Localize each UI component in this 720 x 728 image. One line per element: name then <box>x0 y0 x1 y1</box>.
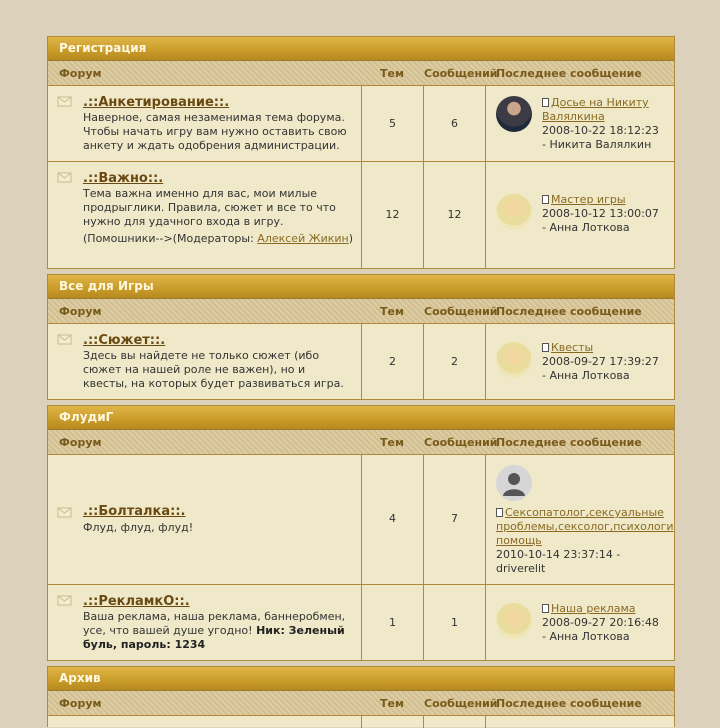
last-post-author: - Анна Лоткова <box>542 221 630 234</box>
moderators-suffix: ) <box>348 232 354 245</box>
topic-count: 2 <box>389 355 396 368</box>
header-topics: Тем <box>380 436 404 449</box>
last-post-info <box>542 193 670 235</box>
moderator-link[interactable]: Алексей Жикин <box>257 232 349 245</box>
forum-row <box>48 585 674 661</box>
avatar[interactable] <box>496 603 532 639</box>
post-count: 2 <box>451 355 458 368</box>
last-post-link[interactable]: Досье на Никиту Валялкина <box>542 96 649 123</box>
header-last-post: Последнее сообщение <box>496 697 642 710</box>
category-title[interactable]: Все для Игры <box>48 275 674 299</box>
forum-description: Тема важна именно для вас, мои милые продрыглики. Правила, сюжет и все то что нужно для удачного входа в игру. <box>83 187 336 228</box>
last-post-info <box>542 96 670 152</box>
post-count: 6 <box>451 117 458 130</box>
header-posts: Сообщений <box>424 67 498 80</box>
last-post-info <box>496 506 674 576</box>
topic-doc-icon <box>542 195 549 204</box>
category-archive <box>47 666 675 727</box>
topic-count: 1 <box>389 616 396 629</box>
topic-count: 5 <box>389 117 396 130</box>
avatar[interactable] <box>496 342 532 378</box>
forum-row <box>48 162 674 269</box>
header-last-post: Последнее сообщение <box>496 436 642 449</box>
forum-title-link[interactable]: .::Анкетирование::. <box>83 95 230 110</box>
avatar[interactable] <box>496 194 532 230</box>
last-post-author: - Никита Валялкин <box>542 138 652 151</box>
forum-row <box>48 86 674 162</box>
forum-description-text: Ваша реклама, наша реклама, баннеробмен, усе, что вашей душе угодно! <box>83 610 346 637</box>
header-forum: Форум <box>59 67 102 80</box>
topic-doc-icon <box>496 508 503 517</box>
header-topics: Тем <box>380 697 404 710</box>
post-count: 12 <box>447 208 462 221</box>
topic-doc-icon <box>542 98 549 107</box>
last-post-link[interactable]: Сексопатолог,сексуальные проблемы,сексолог,психологи помощь <box>496 506 674 547</box>
forum-row <box>48 716 674 728</box>
topic-count: 12 <box>385 208 400 221</box>
category-title[interactable]: Архив <box>48 667 674 691</box>
forum-read-icon <box>58 596 71 605</box>
last-post-link[interactable]: Квесты <box>551 341 594 354</box>
last-post-date: 2008-09-27 20:16:48 <box>542 616 659 629</box>
forum-read-icon <box>58 335 71 344</box>
category-registration <box>47 36 675 269</box>
forum-description: Флуд, флуд, флуд! <box>83 521 194 534</box>
topic-doc-icon <box>542 343 549 352</box>
forum-title-link[interactable]: .::Сюжет::. <box>83 333 166 348</box>
category-game <box>47 274 675 400</box>
last-post-link[interactable]: Наша реклама <box>551 602 636 615</box>
column-headers <box>48 691 674 716</box>
last-post-author: driverelit <box>496 562 546 575</box>
last-post-date: 2010-10-14 23:37:14 - <box>496 548 621 561</box>
last-post-date: 2008-09-27 17:39:27 <box>542 355 659 368</box>
last-post-author: - Анна Лоткова <box>542 369 630 382</box>
header-topics: Тем <box>380 305 404 318</box>
forum-row <box>48 455 674 585</box>
forum-title-link[interactable]: .::Болталка::. <box>83 504 186 519</box>
header-last-post: Последнее сообщение <box>496 305 642 318</box>
header-forum: Форум <box>59 436 102 449</box>
forum-description <box>83 610 353 652</box>
header-posts: Сообщений <box>424 436 498 449</box>
topic-doc-icon <box>542 604 549 613</box>
forum-read-icon <box>58 173 71 182</box>
header-forum: Форум <box>59 697 102 710</box>
header-posts: Сообщений <box>424 697 498 710</box>
last-post-author: - Анна Лоткова <box>542 630 630 643</box>
header-last-post: Последнее сообщение <box>496 67 642 80</box>
column-headers <box>48 430 674 455</box>
forum-description-bold: Ник: Зеленый буль, пароль: 1234 <box>83 624 345 651</box>
forum-read-icon <box>58 508 71 517</box>
header-posts: Сообщений <box>424 305 498 318</box>
forum-read-icon <box>58 97 71 106</box>
header-forum: Форум <box>59 305 102 318</box>
category-title[interactable]: Регистрация <box>48 37 674 61</box>
post-count: 7 <box>451 512 458 525</box>
forum-description: Здесь вы найдете не только сюжет (ибо сюжет на нашей роле не важен), но и квесты, на которых будет развиваться игра. <box>83 349 344 390</box>
post-count: 1 <box>451 616 458 629</box>
avatar[interactable] <box>496 96 532 132</box>
last-post-info <box>542 602 670 644</box>
last-post-info <box>542 341 670 383</box>
header-topics: Тем <box>380 67 404 80</box>
forum-title-link[interactable]: .::РекламкО::. <box>83 594 190 609</box>
category-flood <box>47 405 675 661</box>
moderators <box>83 232 353 246</box>
default-user-avatar-icon[interactable] <box>496 465 532 501</box>
category-title[interactable]: ФлудиГ <box>48 406 674 430</box>
forum-description: Наверное, самая незаменимая тема форума. Чтобы начать игру вам нужно оставить свою анкету и ждать одобрения администрации. <box>83 111 347 152</box>
last-post-date: 2008-10-12 13:00:07 <box>542 207 659 220</box>
topic-count: 4 <box>389 512 396 525</box>
last-post-date: 2008-10-22 18:12:23 <box>542 124 659 137</box>
forum-row <box>48 324 674 400</box>
forum-title-link[interactable]: .::Важно::. <box>83 171 164 186</box>
column-headers <box>48 61 674 86</box>
moderators-label: (Помошники-->(Модераторы: <box>83 232 258 245</box>
column-headers <box>48 299 674 324</box>
last-post-link[interactable]: Мастер игры <box>551 193 626 206</box>
